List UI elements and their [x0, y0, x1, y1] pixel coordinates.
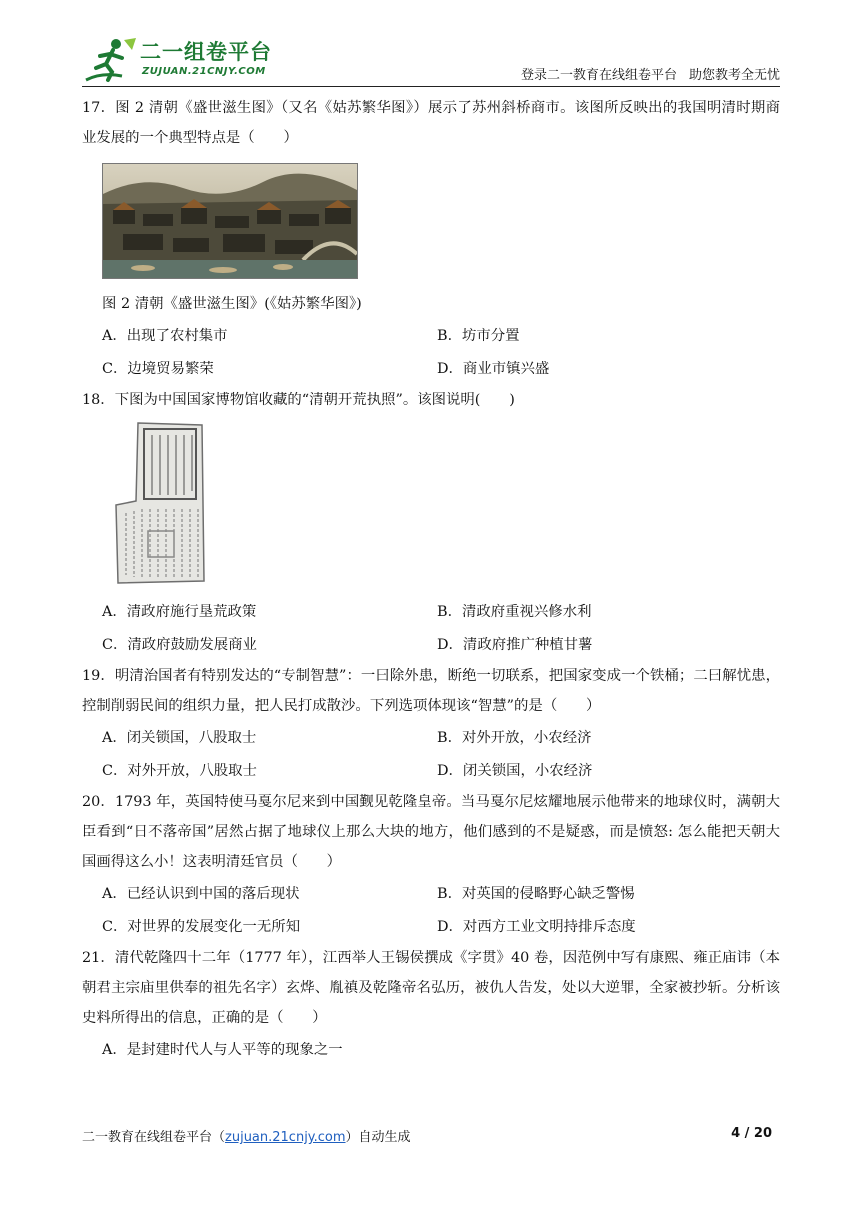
options-row	[82, 877, 780, 910]
question-stem: 17．图 2 清朝《盛世滋生图》（又名《姑苏繁华图》）展示了苏州斜桥商市。该图所反映出的我国明清时期商业发展的一个典型特点是（ ）	[82, 100, 780, 146]
page-header	[82, 30, 780, 86]
footer-link[interactable]: zujuan.21cnjy.com	[225, 1130, 346, 1145]
figure-caption: 图 2 清朝《盛世滋生图》(《姑苏繁华图》)	[102, 296, 362, 312]
license-illustration	[112, 421, 210, 587]
option-d[interactable]: D．清政府推广种植甘薯	[437, 636, 593, 653]
page-footer	[82, 1126, 780, 1145]
options-row	[82, 910, 780, 943]
question-20	[82, 787, 780, 943]
question-stem: 21．清代乾隆四十二年（1777 年），江西举人王锡侯撰成《字贯》40 卷，因范例中写有康熙、雍正庙讳（本朝君主宗庙里供奉的祖先名字）玄烨、胤禛及乾隆帝名弘历，被仇人告发，处以大逆罪，全家被抄斩。分析该史料所得出的信息，正确的是（ ）	[82, 950, 780, 1026]
platform-logo[interactable]	[82, 36, 282, 84]
options-row	[82, 628, 780, 661]
option-b[interactable]: B．对外开放，小农经济	[437, 729, 592, 746]
header-divider	[82, 86, 780, 87]
options-row	[82, 754, 780, 787]
footer-prefix: 二一教育在线组卷平台（	[82, 1130, 226, 1145]
option-c[interactable]: C．对外开放，八股取士	[102, 762, 257, 779]
option-d[interactable]: D．对西方工业文明持排斥态度	[437, 918, 636, 935]
option-d[interactable]: D．商业市镇兴盛	[437, 360, 550, 377]
logo-title: 二一组卷平台	[140, 40, 272, 64]
logo-url: ZUJUAN.21CNJY.COM	[142, 66, 266, 77]
question-content	[82, 93, 780, 1066]
question-stem: 18．下图为中国国家博物馆收藏的“清朝开荒执照”。该图说明( )	[82, 392, 515, 408]
option-b[interactable]: B．清政府重视兴修水利	[437, 603, 592, 620]
options-row	[82, 595, 780, 628]
question-stem: 19．明清治国者有特别发达的“专制智慧”：一曰除外患，断绝一切联系，把国家变成一个铁桶；二曰解忧患，控制削弱民间的组织力量，把人民打成散沙。下列选项体现该“智慧”的是（ ）	[82, 668, 780, 714]
option-a[interactable]: A．出现了农村集市	[102, 327, 228, 344]
question-18	[82, 385, 780, 661]
option-a[interactable]: A．已经认识到中国的落后现状	[102, 885, 300, 902]
header-slogan	[521, 64, 780, 83]
footer-suffix: ）自动生成	[345, 1130, 411, 1145]
option-a[interactable]: A．清政府施行垦荒政策	[102, 603, 257, 620]
header-tagline: 助您教考全无忧	[688, 68, 780, 83]
option-a[interactable]: A．闭关锁国，八股取士	[102, 729, 257, 746]
painting-image	[102, 163, 358, 279]
option-c[interactable]: C．边境贸易繁荣	[102, 360, 214, 377]
question-19	[82, 661, 780, 787]
options-row	[82, 319, 780, 352]
option-b[interactable]: B．对英国的侵略野心缺乏警惕	[437, 885, 635, 902]
painting-illustration	[103, 164, 357, 278]
options-row	[82, 352, 780, 385]
header-login-text[interactable]: 登录二一教育在线组卷平台	[520, 68, 677, 83]
options-row	[82, 721, 780, 754]
option-d[interactable]: D．闭关锁国，小农经济	[437, 762, 593, 779]
page-number: 4 / 20	[731, 1126, 772, 1141]
question-17	[82, 93, 780, 385]
question-stem: 20．1793 年，英国特使马戛尔尼来到中国觐见乾隆皇帝。当马戛尔尼炫耀地展示他带来的地球仪时，满朝大臣看到“日不落帝国”居然占据了地球仪上那么大块的地方，他们感到的不是疑惑，而是愤怒: 怎么能把天朝大国画得这么小！这表明清廷官员（ ）	[82, 794, 780, 870]
options-row	[82, 1033, 780, 1066]
option-a[interactable]: A．是封建时代人与人平等的现象之一	[102, 1041, 343, 1058]
option-c[interactable]: C．清政府鼓励发展商业	[102, 636, 257, 653]
option-b[interactable]: B．坊市分置	[437, 327, 520, 344]
runner-logo-icon	[82, 36, 142, 84]
option-c[interactable]: C．对世界的发展变化一无所知	[102, 918, 301, 935]
land-reclamation-license-image	[112, 421, 210, 587]
question-21	[82, 943, 780, 1066]
